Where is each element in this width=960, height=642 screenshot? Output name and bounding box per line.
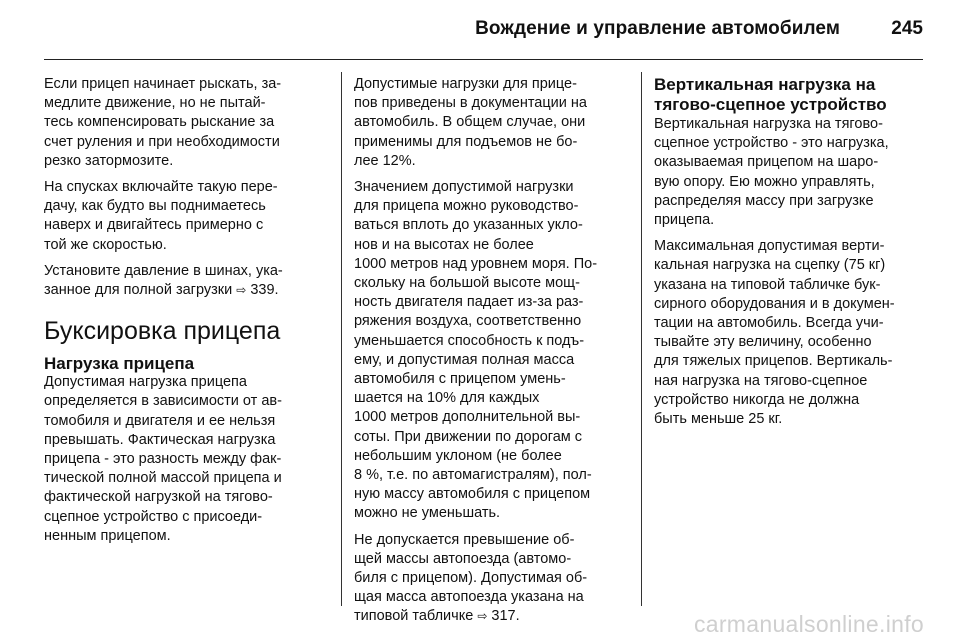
- text-line: 1000 метров дополнительной вы-: [354, 409, 581, 426]
- text-line: скольку на большой высоте мощ-: [354, 275, 580, 292]
- text-line: счет руления и при необходимости: [44, 133, 280, 150]
- paragraph-yaw: [44, 75, 332, 171]
- paragraph-tire-pressure: [44, 262, 332, 300]
- text-line: можно не уменьшать.: [354, 505, 501, 522]
- column-3: [654, 75, 934, 436]
- text-line: щей массы автопоезда (автомо-: [354, 550, 572, 567]
- text-line: для тяжелых прицепов. Вертикаль-: [654, 353, 893, 370]
- page-header: [0, 0, 960, 56]
- paragraph-altitude: [354, 178, 630, 524]
- column-divider-2: [641, 72, 642, 606]
- text-line: фактической нагрузкой на тягово-: [44, 489, 273, 506]
- text-line: тывайте эту величину, особенно: [654, 334, 872, 351]
- text-line: автомобиля с прицепом умень-: [354, 371, 566, 388]
- subsection-title-vertical-load: [654, 75, 934, 115]
- text-line: превышать. Фактическая нагрузка: [44, 431, 276, 448]
- reference-arrow-icon: ⇨: [477, 609, 488, 624]
- text-line: прицепа.: [654, 212, 715, 229]
- text-line: небольшим уклоном (не более: [354, 447, 562, 464]
- subsection-title-line: тягово-сцепное устройство: [654, 95, 887, 114]
- text-line: тесь компенсировать рыскание за: [44, 114, 275, 131]
- text-line: сирного оборудования и в докумен-: [654, 295, 895, 312]
- text-line: для прицепа можно руководство-: [354, 198, 579, 215]
- text-line: быть меньше 25 кг.: [654, 411, 783, 428]
- text-line: сцепное устройство с присоеди-: [44, 508, 263, 525]
- text-line: сцепное устройство - это нагрузка,: [654, 135, 889, 152]
- text-line: уменьшается способность к подъ-: [354, 332, 585, 349]
- text-line: прицепа - это разность между фак-: [44, 451, 282, 468]
- text-line: тации на автомобиль. Всегда учи-: [654, 315, 884, 332]
- page-reference-link[interactable]: 339.: [250, 282, 279, 299]
- column-divider-1: [341, 72, 342, 606]
- text-line: лее 12%.: [354, 152, 416, 169]
- text-line: пов приведены в документации на: [354, 95, 587, 112]
- text-line: Вертикальная нагрузка на тягово-: [654, 116, 883, 132]
- page-number: 245: [891, 18, 923, 39]
- text-line: Если прицеп начинает рыскать, за-: [44, 76, 282, 92]
- text-line: резко затормозите.: [44, 152, 174, 169]
- text-line: шается на 10% для каждых: [354, 390, 540, 407]
- text-line: ная нагрузка на тягово-сцепное: [654, 372, 868, 389]
- text-line: ваться вплоть до указанных укло-: [354, 217, 583, 234]
- text-line: ряжения воздуха, соответственно: [354, 313, 582, 330]
- text-line: медлите движение, но не пытай-: [44, 95, 266, 112]
- column-1: [44, 75, 332, 553]
- paragraph-vertical-load-definition: [654, 115, 934, 230]
- reference-arrow-icon: ⇨: [236, 283, 247, 298]
- text-line: Допустимая нагрузка прицепа: [44, 374, 247, 391]
- text-line: Максимальная допустимая верти-: [654, 238, 885, 255]
- text-line: наверх и двигайтесь примерно с: [44, 217, 264, 234]
- text-line: биля с прицепом). Допустимая об-: [354, 570, 588, 587]
- text-line: вую опору. Ею можно управлять,: [654, 173, 875, 190]
- column-2: [354, 75, 630, 634]
- text-line: применимы для подъемов не бо-: [354, 133, 578, 150]
- subsection-title-trailer-load: Нагрузка прицепа: [44, 354, 195, 374]
- text-line: [354, 607, 630, 626]
- text-line: [44, 281, 332, 300]
- text-line: дачу, как будто вы поднимаетесь: [44, 198, 266, 215]
- paragraph-descent: [44, 178, 332, 255]
- text-line: оказываемая прицепом на шаро-: [654, 154, 879, 171]
- text-line: тической полной массой прицепа и: [44, 470, 282, 487]
- text-line: автомобиль. В общем случае, они: [354, 114, 586, 131]
- text-line: указана на типовой табличке бук-: [654, 276, 881, 293]
- text-line: ную массу автомобиля с прицепом: [354, 486, 591, 503]
- text-line: ность двигателя падает из-за раз-: [354, 294, 584, 311]
- header-rule: [44, 59, 923, 60]
- text-line: Значением допустимой нагрузки: [354, 179, 574, 196]
- text-line: томобиля и двигателя и ее нельзя: [44, 412, 276, 429]
- text-line: щая масса автопоезда указана на: [354, 589, 584, 606]
- section-title-towing: Буксировка прицепа: [44, 317, 281, 346]
- paragraph-max-vertical-load: [654, 237, 934, 429]
- text-line: ненным прицепом.: [44, 527, 171, 544]
- text-line: распределяя массу при загрузке: [654, 192, 874, 209]
- watermark: carmanualsonline.info: [693, 611, 924, 637]
- text-line: нов и на высотах не более: [354, 236, 534, 253]
- text-fragment: типовой табличке: [354, 608, 474, 625]
- text-line: Допустимые нагрузки для прице-: [354, 76, 577, 92]
- text-line: той же скоростью.: [44, 236, 167, 253]
- text-line: соты. При движении по дорогам с: [354, 428, 583, 445]
- text-line: На спусках включайте такую пере-: [44, 179, 278, 196]
- text-line: кальная нагрузка на сцепку (75 кг): [654, 257, 886, 274]
- text-line: ему, и допустимая полная масса: [354, 351, 575, 368]
- paragraph-trailer-load: [44, 373, 332, 546]
- text-line: определяется в зависимости от ав-: [44, 393, 282, 410]
- text-line: Установите давление в шинах, ука-: [44, 262, 283, 279]
- paragraph-permissible-loads: [354, 75, 630, 171]
- text-line: Не допускается превышение об-: [354, 531, 575, 548]
- text-line: устройство никогда не должна: [654, 391, 860, 408]
- subsection-title-line: Вертикальная нагрузка на: [654, 75, 876, 94]
- text-line: 1000 метров над уровнем моря. По-: [354, 255, 598, 272]
- text-fragment: занное для полной загрузки: [44, 282, 233, 299]
- page-title: Вождение и управление автомобилем: [475, 18, 840, 39]
- paragraph-gross-weight: [354, 531, 630, 627]
- page-reference-link[interactable]: 317.: [491, 608, 520, 625]
- text-line: 8 %, т.е. по автомагистралям), пол-: [354, 467, 592, 484]
